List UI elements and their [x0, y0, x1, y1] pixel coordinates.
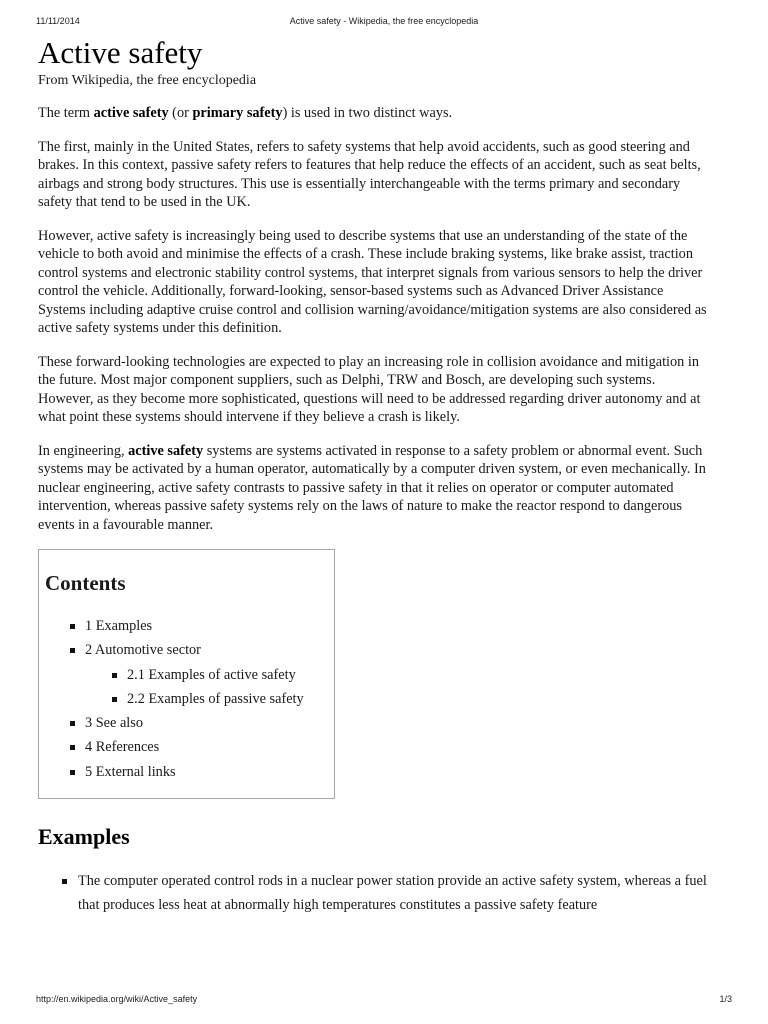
list-item: [38, 869, 714, 918]
toc-title: Contents: [45, 571, 126, 595]
table-of-contents: [38, 549, 335, 799]
section-heading-examples: Examples: [38, 824, 130, 850]
toc-item-examples-active-safety[interactable]: [45, 663, 328, 687]
bullet-icon: [70, 770, 75, 775]
toc-item-examples-passive-safety[interactable]: [45, 687, 328, 711]
toc-link[interactable]: 4 References: [85, 739, 160, 756]
toc-link[interactable]: 1 Examples: [85, 618, 153, 634]
examples-list: [38, 869, 714, 918]
print-footer: [36, 994, 732, 1008]
bullet-icon: [112, 673, 117, 678]
toc-link[interactable]: 2 Automotive sector: [85, 642, 201, 659]
print-page-title: Active safety - Wikipedia, the free encyclopedia: [289, 16, 479, 26]
para4-text-2: systems are systems activated in response to a safety problem or abnormal event. Such systems may be activated by a human operator, automatically by a computer driven system, or even mechanically. In nuclear engineering, active safety contrasts to passive safety in that it relies on operator or computer automated intervention, whereas passive safety systems rely on the laws of nature to make the reactor respond to dangerous events in a favourable manner.: [38, 442, 706, 533]
print-date: 11/11/2014: [36, 16, 80, 26]
toc-link[interactable]: 3 See also: [85, 715, 143, 732]
toc-item-automotive-sector[interactable]: [45, 638, 328, 662]
term-active-safety-engineering: active safety: [128, 442, 204, 459]
bullet-icon: [70, 648, 75, 653]
term-primary-safety: primary safety: [192, 105, 283, 121]
paragraph-1: The first, mainly in the United States, refers to safety systems that help avoid accidents, such as good steering and brakes. In this context, passive safety refers to features that help reduce the effects of an accident, such as seat belts, airbags and strong body structures. This use is essentially interchangeable with the terms primary and secondary safety that tend to be used in the UK.: [38, 138, 701, 210]
toc-link[interactable]: 2.1 Examples of active safety: [127, 666, 296, 683]
print-url: http://en.wikipedia.org/wiki/Active_safety: [36, 994, 198, 1004]
intro-text-1: The term: [38, 105, 94, 121]
intro-paragraph: [38, 104, 714, 123]
bullet-icon: [70, 624, 75, 629]
bullet-icon: [112, 697, 117, 702]
toc-link[interactable]: 2.2 Examples of passive safety: [127, 690, 304, 707]
print-page-number: 1/3: [719, 994, 732, 1004]
bullet-icon: [70, 721, 75, 726]
bullet-icon: [70, 745, 75, 750]
article-tagline: From Wikipedia, the free encyclopedia: [38, 73, 257, 88]
bullet-icon: [62, 879, 67, 884]
paragraph-4: [38, 442, 714, 535]
intro-text-2: (or: [168, 105, 193, 121]
article-content: [38, 34, 714, 918]
para4-text-1: In engineering,: [38, 442, 129, 459]
toc-item-see-also[interactable]: [45, 711, 328, 735]
print-header: [36, 16, 732, 30]
term-active-safety: active safety: [93, 105, 169, 121]
toc-list: [45, 614, 328, 784]
toc-item-examples[interactable]: [45, 614, 328, 638]
example-text: The computer operated control rods in a nuclear power station provide an active safety system, whereas a fuel that produces less heat at abnormally high temperatures constitutes a passive safety feature: [78, 873, 707, 914]
intro-text-3: ) is used in two distinct ways.: [282, 105, 453, 121]
toc-item-references[interactable]: [45, 735, 328, 759]
toc-link[interactable]: 5 External links: [85, 763, 176, 780]
paragraph-2: However, active safety is increasingly being used to describe systems that use an understanding of the state of the vehicle to both avoid and minimise the effects of a crash. These include braking systems, like brake assist, traction control systems and electronic stability control systems, that interpret signals from various sensors to help the driver control the vehicle. Additionally, forward-looking, sensor-based systems such as Advanced Driver Assistance Systems including adaptive cruise control and collision warning/avoidance/mitigation systems are also considered as active safety systems under this definition.: [38, 227, 707, 336]
toc-item-external-links[interactable]: [45, 760, 328, 784]
article-title: Active safety: [38, 35, 203, 70]
paragraph-3: These forward-looking technologies are expected to play an increasing role in collision avoidance and mitigation in the future. Most major component suppliers, such as Delphi, TRW and Bosch, are developing such systems. However, as they become more sophisticated, questions will need to be addressed regarding driver autonomy and at what point these systems should intervene if they believe a crash is likely.: [38, 353, 701, 425]
